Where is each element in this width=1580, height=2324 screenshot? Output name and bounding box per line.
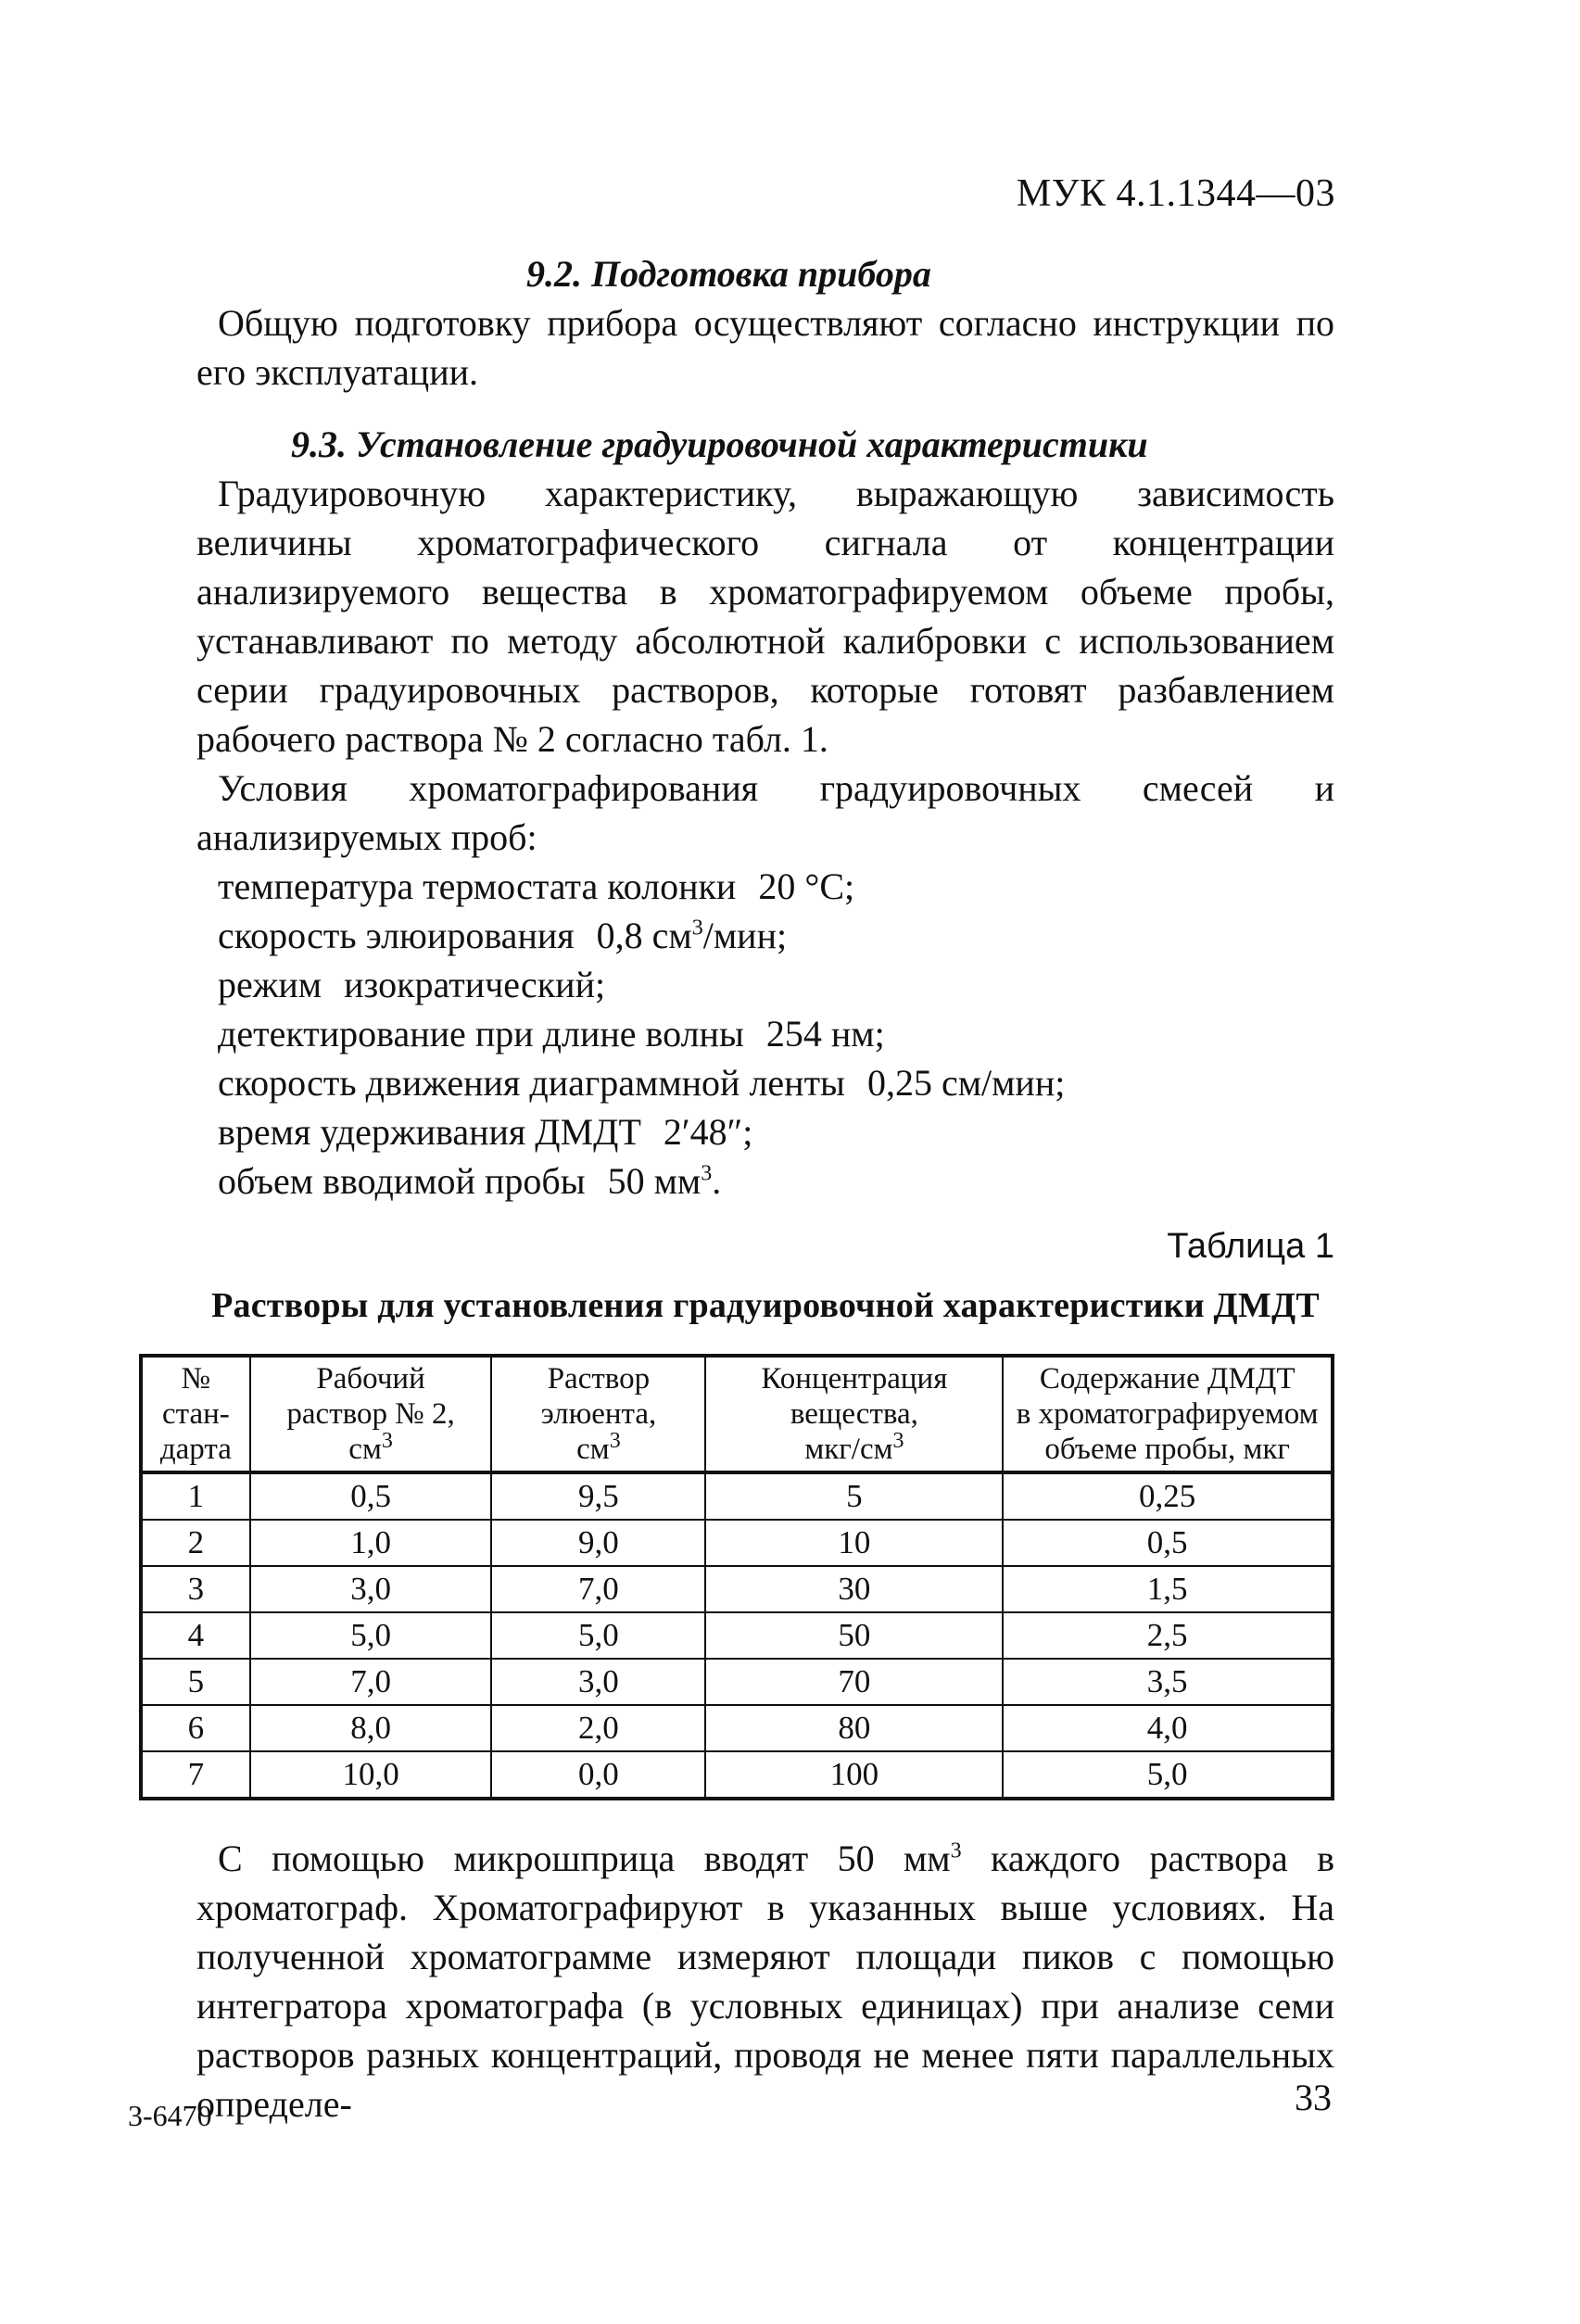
table-cell: 4,0: [1003, 1705, 1333, 1751]
table-cell: 70: [705, 1659, 1003, 1705]
table-cell: 100: [705, 1751, 1003, 1799]
sheet-code: 3-6470: [128, 2099, 212, 2132]
table-cell: 3,5: [1003, 1659, 1333, 1705]
condition-item: скорость движения диаграммной ленты 0,25 см/мин;: [218, 1062, 1066, 1104]
table-cell: 6: [141, 1705, 250, 1751]
section-9-3-title: 9.3. Установление градуировочной характеристики: [291, 423, 1148, 465]
table-cell: 5: [141, 1659, 250, 1705]
table-row: [141, 1612, 1333, 1659]
page-number: 33: [1295, 2077, 1332, 2118]
after-table-paragraph: С помощью микрошприца вводят 50 $мм^3$ каждого раствора в хроматограф. Хроматографируют в указанных выше условиях. На полученной хроматограмме измеряют площади пиков с помощью интегратора хроматографа (в условных единицах) при анализе семи растворов разных концентраций, проводя не менее пяти параллельных определе-: [196, 1838, 1334, 2125]
table-cell: 1: [141, 1472, 250, 1520]
table-row: [141, 1520, 1333, 1566]
condition-item: режим изократический;: [218, 964, 606, 1005]
table-cell: 1,5: [1003, 1566, 1333, 1612]
table-cell: 3,0: [250, 1566, 492, 1612]
condition-item: детектирование при длине волны 254 нм;: [218, 1013, 885, 1055]
condition-item: скорость элюирования 0,8 $см^3$/мин;: [218, 915, 788, 956]
table-cell: 5,0: [250, 1612, 492, 1659]
condition-item: температура термостата колонки 20 °С;: [218, 865, 855, 907]
table-cell: 4: [141, 1612, 250, 1659]
table-row: [141, 1751, 1333, 1799]
table-cell: 3: [141, 1566, 250, 1612]
table-cell: 7: [141, 1751, 250, 1799]
section-9-2-text: Общую подготовку прибора осуществляют согласно инструкции по его эксплуатации.: [196, 302, 1334, 393]
table-cell: 8,0: [250, 1705, 492, 1751]
table-cell: 2: [141, 1520, 250, 1566]
table-cell: 3,0: [491, 1659, 705, 1705]
table-cell: 80: [705, 1705, 1003, 1751]
condition-item: время удерживания ДМДТ 2′48″;: [218, 1111, 753, 1153]
table-cell: 5,0: [1003, 1751, 1333, 1799]
table-cell: 5: [705, 1472, 1003, 1520]
table-cell: 7,0: [491, 1566, 705, 1612]
table-cell: 2,0: [491, 1705, 705, 1751]
column-header: Рабочий раствор № 2, $см^3$: [250, 1356, 492, 1472]
column-header: Раствор элюента, $см^3$: [491, 1356, 705, 1472]
conditions-list: [196, 862, 1334, 1206]
section-9-3-paragraph-2: Условия хроматографирования градуировочных смесей и анализируемых проб:: [196, 767, 1334, 858]
section-9-3-paragraph-1: Градуировочную характеристику, выражающую зависимость величины хроматографического сигнала от концентрации анализируемого вещества в хроматографируемом объеме пробы, устанавливают по методу абсолютной калибровки с использованием серии градуировочных растворов, которые готовят разбавлением рабочего раствора № 2 согласно табл. 1.: [196, 473, 1334, 760]
table-label: Таблица 1: [1167, 1227, 1334, 1266]
condition-item: объем вводимой пробы 50 $мм^3$.: [218, 1160, 722, 1202]
table-row: [141, 1659, 1333, 1705]
table-cell: 9,5: [491, 1472, 705, 1520]
table-cell: 7,0: [250, 1659, 492, 1705]
table-cell: 10,0: [250, 1751, 492, 1799]
table-caption: Растворы для установления градуировочной характеристики ДМДТ: [211, 1286, 1320, 1325]
table-cell: 2,5: [1003, 1612, 1333, 1659]
table-cell: 30: [705, 1566, 1003, 1612]
table-row: [141, 1472, 1333, 1520]
table-header-row: [141, 1356, 1333, 1472]
table-cell: 50: [705, 1612, 1003, 1659]
solutions-table: [139, 1354, 1334, 1800]
table-cell: 9,0: [491, 1520, 705, 1566]
table-row: [141, 1705, 1333, 1751]
column-header: Концентрация вещества, мкг/$см^3$: [705, 1356, 1003, 1472]
table-cell: 1,0: [250, 1520, 492, 1566]
table-cell: 0,5: [1003, 1520, 1333, 1566]
column-header: № стан- дарта: [141, 1356, 250, 1472]
section-9-2-title: 9.2. Подготовка прибора: [526, 253, 931, 295]
table-cell: 10: [705, 1520, 1003, 1566]
document-code: МУК 4.1.1344—03: [1016, 172, 1335, 215]
table-cell: 0,0: [491, 1751, 705, 1799]
table-cell: 0,5: [250, 1472, 492, 1520]
table-cell: 0,25: [1003, 1472, 1333, 1520]
table-cell: 5,0: [491, 1612, 705, 1659]
column-header: Содержание ДМДТ в хроматографируемом объеме пробы, мкг: [1003, 1356, 1333, 1472]
table-row: [141, 1566, 1333, 1612]
